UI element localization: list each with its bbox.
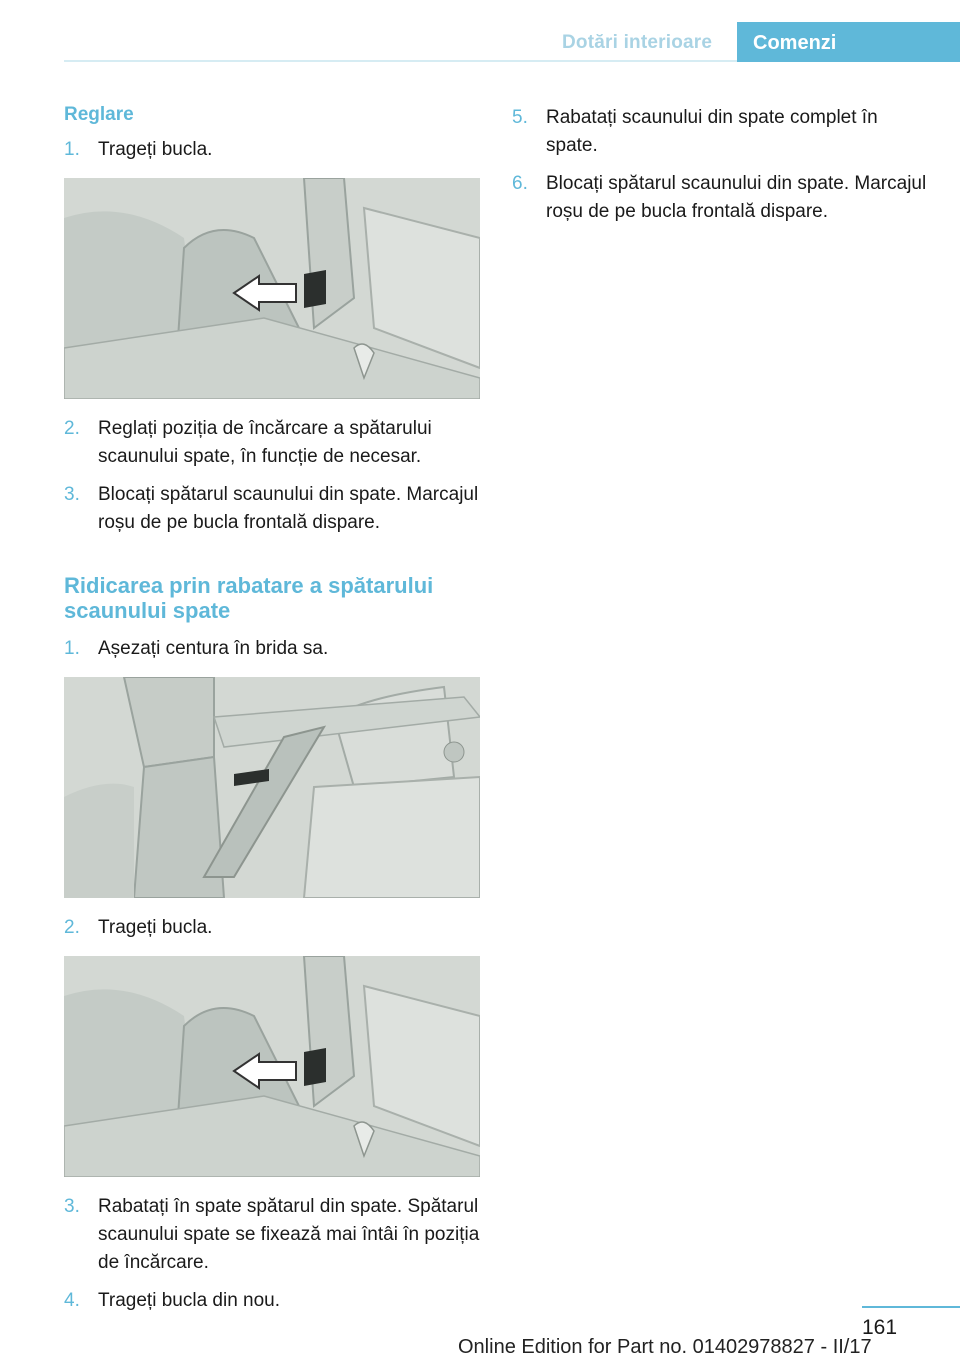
step-item: [64, 1287, 484, 1315]
figure-pull-loop-1: [64, 178, 480, 399]
step-item: [64, 136, 484, 164]
step-text: Trageți bucla.: [98, 139, 213, 160]
step-text: Trageți bucla din nou.: [98, 1290, 281, 1311]
header-chapter-tab: Comenzi: [737, 22, 960, 62]
step-item: [64, 914, 484, 942]
step-number: 6.: [512, 173, 528, 194]
figure-pull-loop-2: [64, 956, 480, 1177]
left-column: [64, 104, 484, 1325]
step-item: [512, 170, 932, 226]
step-number: 1.: [64, 139, 80, 160]
header-section-title: Dotări interioare: [562, 32, 713, 53]
right-column: [512, 104, 932, 236]
page-number: 161: [862, 1316, 898, 1339]
step-item: [64, 415, 484, 471]
step-number: 3.: [64, 484, 80, 505]
step-number: 4.: [64, 1290, 80, 1311]
step-text: Blocați spătarul scaunului din spate. Marcajul roșu de pe bucla frontală dispare.: [98, 484, 479, 533]
step-text: Trageți bucla.: [98, 917, 213, 938]
footer-rule: [862, 1306, 960, 1308]
step-text: Așezați centura în brida sa.: [98, 638, 329, 659]
step-number: 2.: [64, 418, 80, 439]
step-number: 3.: [64, 1196, 80, 1217]
step-number: 1.: [64, 638, 80, 659]
step-number: 2.: [64, 917, 80, 938]
step-text: Blocați spătarul scaunului din spate. Marcajul roșu de pe bucla frontală dispare.: [546, 173, 927, 222]
section-heading: Ridicarea prin rabatare a spătarului scaunului spate: [64, 573, 434, 623]
step-text: Rabatați scaunului din spate complet în spate.: [546, 107, 878, 156]
step-number: 5.: [512, 107, 528, 128]
step-item: [64, 635, 484, 663]
subheading-reglare: Reglare: [64, 104, 134, 125]
step-item: [64, 481, 484, 537]
step-text: Reglați poziția de încărcare a spătarului scaunului spate, în funcție de necesar.: [98, 418, 432, 467]
edition-note: Online Edition for Part no. 01402978827 - II/17: [458, 1336, 872, 1358]
step-text: Rabatați în spate spătarul din spate. Spătarul scaunului spate se fixează mai întâi în poziția de încărcare.: [98, 1196, 480, 1273]
step-item: [512, 104, 932, 160]
step-item: [64, 1193, 484, 1277]
figure-belt-in-guide: [64, 677, 480, 898]
